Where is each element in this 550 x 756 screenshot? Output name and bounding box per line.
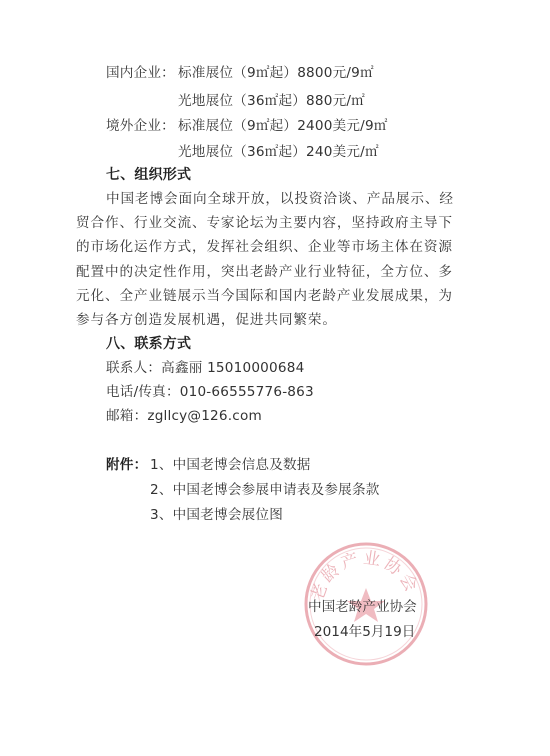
section-7-heading: 七、组织形式 <box>106 167 192 183</box>
attachment-item: 3、中国老博会展位图 <box>150 507 283 523</box>
overseas-raw-space: 光地展位（36㎡起）240美元/㎡ <box>178 144 379 160</box>
body-line: 中国老博会面向全球开放，以投资洽谈、产品展示、经 <box>106 191 454 207</box>
body-line: 贸合作、行业交流、专家论坛为主要内容，坚持政府主导下 <box>76 215 453 231</box>
body-line: 的市场化运作方式，发挥社会组织、企业等市场主体在资源 <box>76 239 453 255</box>
domestic-raw-space: 光地展位（36㎡起）880元/㎡ <box>178 93 365 109</box>
attachments-label: 附件： <box>106 457 148 473</box>
overseas-standard-booth: 标准展位（9㎡起）2400美元/9㎡ <box>178 118 388 134</box>
issue-date: 2014年5月19日 <box>314 624 416 640</box>
contact-person: 联系人：高鑫丽 15010000684 <box>106 360 305 376</box>
domestic-label: 国内企业： <box>106 65 175 81</box>
issuing-organization: 中国老龄产业协会 <box>308 599 417 615</box>
domestic-standard-booth: 标准展位（9㎡起）8800元/9㎡ <box>178 65 374 81</box>
body-line: 元化、全产业链展示当今国际和国内老龄产业发展成果，为 <box>76 288 453 304</box>
phone-fax: 电话/传真：010-66555776-863 <box>106 384 314 400</box>
overseas-label: 境外企业： <box>106 118 175 134</box>
attachment-item: 1、中国老博会信息及数据 <box>150 457 311 473</box>
email: 邮箱：zgllcy@126.com <box>106 408 262 424</box>
body-line: 配置中的决定性作用，突出老龄产业行业特征，全方位、多 <box>76 264 453 280</box>
attachment-item: 2、中国老博会参展申请表及参展条款 <box>150 482 380 498</box>
section-8-heading: 八、联系方式 <box>106 336 192 352</box>
body-line: 参与各方创造发展机遇，促进共同繁荣。 <box>76 312 337 328</box>
svg-text:老龄产业协会: 老龄产业协会 <box>307 548 423 604</box>
